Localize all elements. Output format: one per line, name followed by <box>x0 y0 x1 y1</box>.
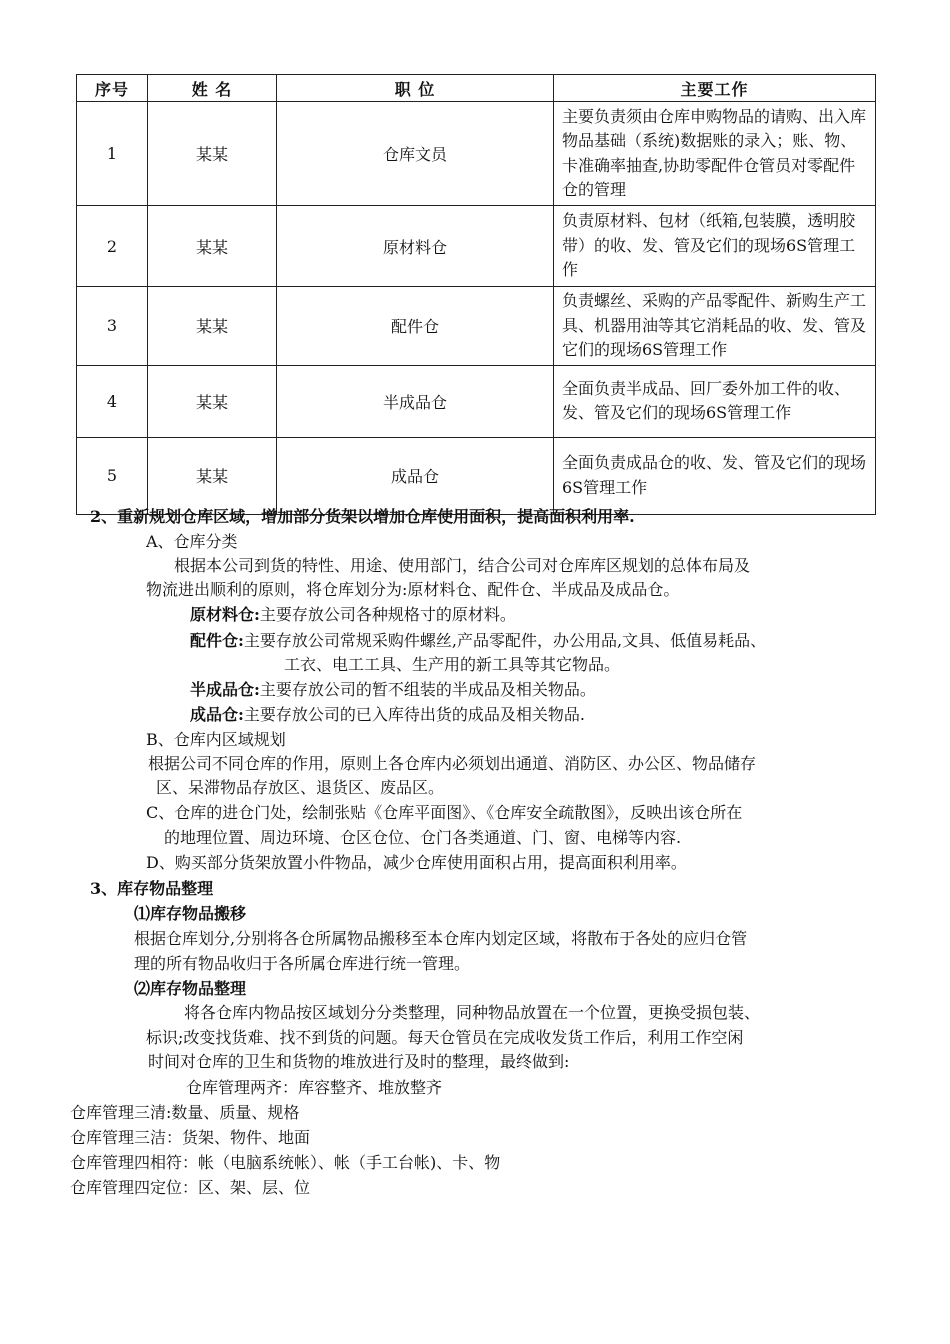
section3-sub2-title: ⑵库存物品整理 <box>134 979 247 998</box>
cell-name: 某某 <box>148 365 277 437</box>
section2-a-title: A、仓库分类 <box>146 532 238 551</box>
list-item: 仓库管理两齐：库容整齐、堆放整齐 <box>186 1078 443 1097</box>
cell-no: 4 <box>77 365 148 437</box>
cell-no: 3 <box>77 287 148 366</box>
cell-work: 负责原材料、包材（纸箱,包装膜，透明胶带）的收、发、管及它们的现场6S管理工作 <box>554 206 876 287</box>
finished-text: 主要存放公司的已入库待出货的成品及相关物品. <box>243 705 586 724</box>
parts-label: 配件仓: <box>190 631 244 650</box>
cell-position: 成品仓 <box>277 437 554 514</box>
semi-finished-item <box>190 678 596 702</box>
finished-item <box>190 703 585 727</box>
header-name: 姓 名 <box>148 75 277 102</box>
cell-no: 5 <box>77 437 148 514</box>
section3-sub1-title: ⑴库存物品搬移 <box>134 904 247 923</box>
table-header-row <box>77 75 876 102</box>
parts-text-line1: 主要存放公司常规采购件螺丝,产品零配件，办公用品,文具、低值易耗品、 <box>243 631 767 650</box>
cell-no: 2 <box>77 206 148 287</box>
table-row <box>77 102 876 206</box>
cell-position: 配件仓 <box>277 287 554 366</box>
semi-finished-text: 主要存放公司的暂不组装的半成品及相关物品。 <box>259 680 596 699</box>
section2-b-paragraph-line2: 区、呆滞物品存放区、退货区、废品区。 <box>156 778 445 797</box>
section2-a-paragraph-line2: 物流进出顺利的原则，将仓库划分为:原材料仓、配件仓、半成品及成品仓。 <box>146 580 680 599</box>
cell-name: 某某 <box>148 206 277 287</box>
list-item: 仓库管理四定位：区、架、层、位 <box>70 1178 311 1197</box>
staff-table <box>76 74 876 515</box>
section2-c-paragraph-line2: 的地理位置、周边环境、仓区仓位、仓门各类通道、门、窗、电梯等内容. <box>164 828 682 847</box>
cell-work: 主要负责须由仓库申购物品的请购、出入库物品基础（系统)数据账的录入；账、物、卡准确率抽查,协助零配件仓管员对零配件仓的管理 <box>554 102 876 206</box>
raw-material-item <box>190 603 516 627</box>
cell-work: 全面负责半成品、回厂委外加工件的收、发、管及它们的现场6S管理工作 <box>554 365 876 437</box>
header-work: 主要工作 <box>554 75 876 102</box>
section2-heading: 2、重新规划仓库区域，增加部分货架以增加仓库使用面积，提高面积利用率. <box>90 507 635 526</box>
section2-d-paragraph: D、购买部分货架放置小件物品，减少仓库使用面积占用，提高面积利用率。 <box>146 853 687 872</box>
section2-c-paragraph-line1: C、仓库的进仓门处，绘制张贴《仓库平面图》、《仓库安全疏散图》，反映出该仓所在 <box>146 803 743 822</box>
cell-no: 1 <box>77 102 148 206</box>
cell-work: 全面负责成品仓的收、发、管及它们的现场6S管理工作 <box>554 437 876 514</box>
section2-b-title: B、仓库内区域规划 <box>146 730 286 749</box>
list-item: 仓库管理四相符：帐（电脑系统帐）、帐（手工台帐)、卡、物 <box>70 1153 501 1172</box>
cell-position: 原材料仓 <box>277 206 554 287</box>
parts-item <box>190 629 766 653</box>
raw-material-label: 原材料仓: <box>190 605 260 624</box>
section3-sub2-paragraph-line1: 将各仓库内物品按区域划分分类整理，同种物品放置在一个位置，更换受损包装、 <box>184 1003 761 1022</box>
header-no: 序号 <box>77 75 148 102</box>
header-position: 职 位 <box>277 75 554 102</box>
cell-name: 某某 <box>148 287 277 366</box>
table-row <box>77 437 876 514</box>
section2-a-paragraph-line1: 根据本公司到货的特性、用途、使用部门，结合公司对仓库库区规划的总体布局及 <box>174 556 751 575</box>
section2-b-paragraph-line1: 根据公司不同仓库的作用，原则上各仓库内必须划出通道、消防区、办公区、物品储存 <box>148 754 757 773</box>
raw-material-text: 主要存放公司各种规格寸的原材料。 <box>259 605 516 624</box>
cell-name: 某某 <box>148 437 277 514</box>
parts-text-line2: 工衣、电工工具、生产用的新工具等其它物品。 <box>284 655 621 674</box>
section3-heading: 3、库存物品整理 <box>90 879 214 898</box>
section3-sub2-paragraph-line2: 标识;改变找货难、找不到货的问题。每天仓管员在完成收发货工作后，利用工作空闲 <box>146 1028 744 1047</box>
table-row <box>77 365 876 437</box>
list-item: 仓库管理三清:数量、质量、规格 <box>70 1103 300 1122</box>
section3-sub1-paragraph-line2: 理的所有物品收归于各所属仓库进行统一管理。 <box>134 954 471 973</box>
section3-sub1-paragraph-line1: 根据仓库划分,分别将各仓所属物品搬移至本仓库内划定区域，将散布于各处的应归仓管 <box>134 929 748 948</box>
cell-name: 某某 <box>148 102 277 206</box>
list-item: 仓库管理三洁：货架、物件、地面 <box>70 1128 311 1147</box>
table-row <box>77 287 876 366</box>
cell-work: 负责螺丝、采购的产品零配件、新购生产工具、机器用油等其它消耗品的收、发、管及它们的现场6S管理工作 <box>554 287 876 366</box>
semi-finished-label: 半成品仓: <box>190 680 260 699</box>
finished-label: 成品仓: <box>190 705 244 724</box>
section3-sub2-paragraph-line3: 时间对仓库的卫生和货物的堆放进行及时的整理，最终做到: <box>148 1052 570 1071</box>
cell-position: 半成品仓 <box>277 365 554 437</box>
cell-position: 仓库文员 <box>277 102 554 206</box>
table-row <box>77 206 876 287</box>
